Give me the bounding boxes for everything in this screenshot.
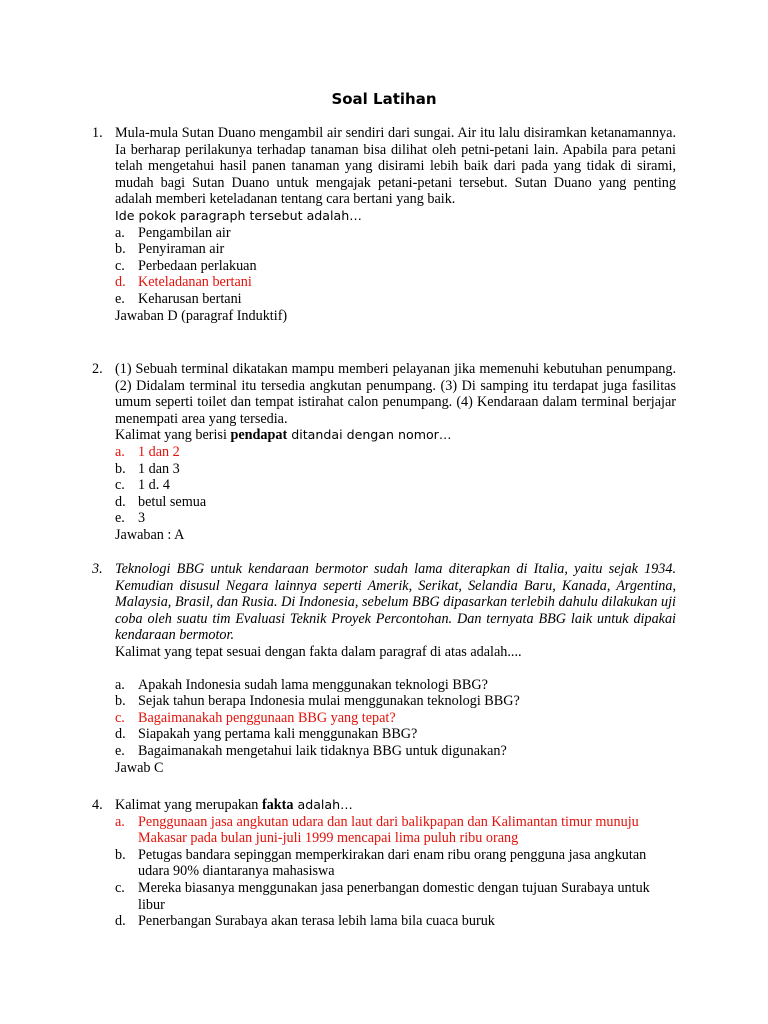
option-c bbox=[115, 258, 676, 275]
option-letter: b. bbox=[115, 241, 126, 258]
question-2 bbox=[92, 361, 676, 544]
answer-line: Jawaban D (paragraf Induktif) bbox=[115, 307, 288, 324]
option-text: 1 dan 3 bbox=[138, 460, 180, 477]
option-letter: d. bbox=[115, 493, 126, 510]
option-c-correct bbox=[115, 710, 676, 727]
question-number: 3. bbox=[92, 561, 103, 577]
option-text: 1 d. 4 bbox=[138, 477, 170, 494]
option-d bbox=[115, 913, 676, 930]
answer-line: Jawab C bbox=[115, 759, 164, 776]
option-a-correct bbox=[115, 444, 676, 461]
option-text: Pengambilan air bbox=[138, 224, 231, 241]
option-text: Siapakah yang pertama kali menggunakan BBG? bbox=[138, 726, 418, 743]
option-text: Penggunaan jasa angkutan udara dan laut dari balikpapan dan Kalimantan timur munuju Makasar pada bulan juni-juli 1999 mencapai lima puluh ribu orang bbox=[138, 813, 639, 847]
question-number: 4. bbox=[92, 797, 103, 813]
option-c bbox=[115, 477, 676, 494]
option-c bbox=[115, 880, 676, 913]
prompt-text: Kalimat yang merupakan bbox=[115, 797, 262, 813]
question-stem: Mula-mula Sutan Duano mengambil air sendiri dari sungai. Air itu lalu disiramkan ketanamannya. Ia berharap perilakunya terhadap tanaman bisa dilihat oleh petni-petani lain. Apabila para petani telah mengetahui hasil panen tanaman yang disirami lebih baik dari pada yang tidak di sirami, mudah bagi Sutan Duano untuk mengajak petani-petani tersebut. Sutan Duano yang penting adalah memberi keteladanan tentang cara bertani yang baik. bbox=[115, 125, 676, 208]
question-prompt bbox=[115, 797, 676, 814]
question-stem: Teknologi BBG untuk kendaraan bermotor sudah lama diterapkan di Italia, yaitu sejak 1934. Kemudian disusul Negara lainnya seperti Amerik, Serikat, Selandia Baru, Kanada, Argentina, Malaysia, Brasil, dan Rusia. Di Indonesia, sebelum BBG dipasarkan terlebih dahulu dilakukan uji coba oleh suatu tim Evaluasi Teknik Proyek Percontohan. Dan ternyata BBG laik untuk dipakai kendaraan bermotor. bbox=[115, 561, 676, 644]
option-text: 1 dan 2 bbox=[138, 443, 180, 460]
prompt-text-tail: adalah… bbox=[293, 797, 353, 812]
question-prompt: Ide pokok paragraph tersebut adalah… bbox=[115, 207, 362, 223]
option-b bbox=[115, 461, 676, 478]
option-text: Apakah Indonesia sudah lama menggunakan teknologi BBG? bbox=[138, 676, 488, 693]
option-a bbox=[115, 225, 676, 242]
answer-line: Jawaban : A bbox=[115, 526, 185, 543]
option-d-correct bbox=[115, 274, 676, 291]
option-letter: a. bbox=[115, 443, 125, 460]
option-letter: d. bbox=[115, 913, 126, 930]
option-letter: e. bbox=[115, 290, 125, 307]
option-text: Perbedaan perlakuan bbox=[138, 257, 257, 274]
question-3 bbox=[92, 561, 676, 776]
option-letter: e. bbox=[115, 742, 125, 759]
option-letter: b. bbox=[115, 846, 126, 863]
option-text: Keteladanan bertani bbox=[138, 274, 252, 291]
option-text: Keharusan bertani bbox=[138, 290, 242, 307]
option-text: betul semua bbox=[138, 493, 207, 510]
prompt-keyword: pendapat bbox=[230, 427, 288, 444]
option-letter: c. bbox=[115, 709, 125, 726]
blank-line bbox=[115, 661, 676, 677]
question-prompt bbox=[115, 427, 676, 444]
question-4 bbox=[92, 797, 676, 930]
question-number: 1. bbox=[92, 125, 103, 141]
prompt-keyword: fakta bbox=[261, 797, 294, 813]
option-text: Penerbangan Surabaya akan terasa lebih lama bila cuaca buruk bbox=[138, 913, 495, 930]
prompt-text-tail: ditandai dengan nomor… bbox=[287, 427, 452, 443]
option-e bbox=[115, 291, 676, 308]
option-d bbox=[115, 494, 676, 511]
option-letter: c. bbox=[115, 257, 125, 274]
option-letter: b. bbox=[115, 460, 126, 477]
option-b bbox=[115, 693, 676, 710]
option-text: Petugas bandara sepinggan memperkirakan dari enam ribu orang pengguna jasa angkutan udara 90% diantaranya mahasiswa bbox=[138, 846, 647, 880]
option-text: Mereka biasanya menggunakan jasa penerbangan domestic dengan tujuan Surabaya untuk libur bbox=[138, 879, 650, 913]
option-text: Bagaimanakah penggunaan BBG yang tepat? bbox=[138, 709, 396, 726]
page-title: Soal Latihan bbox=[331, 90, 437, 108]
option-text: Sejak tahun berapa Indonesia mulai menggunakan teknologi BBG? bbox=[138, 693, 520, 710]
option-letter: a. bbox=[115, 676, 125, 693]
question-number: 2. bbox=[92, 361, 103, 377]
option-letter: c. bbox=[115, 879, 125, 896]
option-letter: c. bbox=[115, 477, 125, 494]
option-b bbox=[115, 847, 676, 880]
question-stem: (1) Sebuah terminal dikatakan mampu memberi pelayanan jika memenuhi kebutuhan penumpang. (2) Didalam terminal itu tersedia angkutan penumpang. (3) Di samping itu terdapat juga fasilitas umum seperti toilet dan tempat istirahat calon penumpang. (4) Kendaraan dalam terminal berjajar menempati area yang tersedia. bbox=[115, 361, 676, 427]
option-e bbox=[115, 743, 676, 760]
option-letter: d. bbox=[115, 274, 126, 291]
option-b bbox=[115, 241, 676, 258]
option-letter: d. bbox=[115, 726, 126, 743]
option-d bbox=[115, 726, 676, 743]
question-prompt: Kalimat yang tepat sesuai dengan fakta dalam paragraf di atas adalah.... bbox=[115, 643, 522, 660]
option-text: Bagaimanakah mengetahui laik tidaknya BBG untuk digunakan? bbox=[138, 742, 507, 759]
prompt-text: Kalimat yang berisi bbox=[115, 427, 231, 444]
option-letter: e. bbox=[115, 510, 125, 527]
option-letter: a. bbox=[115, 813, 125, 830]
option-a bbox=[115, 677, 676, 694]
option-e bbox=[115, 510, 676, 527]
option-text: 3 bbox=[138, 510, 146, 527]
option-letter: b. bbox=[115, 693, 126, 710]
option-text: Penyiraman air bbox=[138, 241, 225, 258]
option-letter: a. bbox=[115, 224, 125, 241]
question-1 bbox=[92, 125, 676, 324]
option-a-correct bbox=[115, 814, 676, 847]
